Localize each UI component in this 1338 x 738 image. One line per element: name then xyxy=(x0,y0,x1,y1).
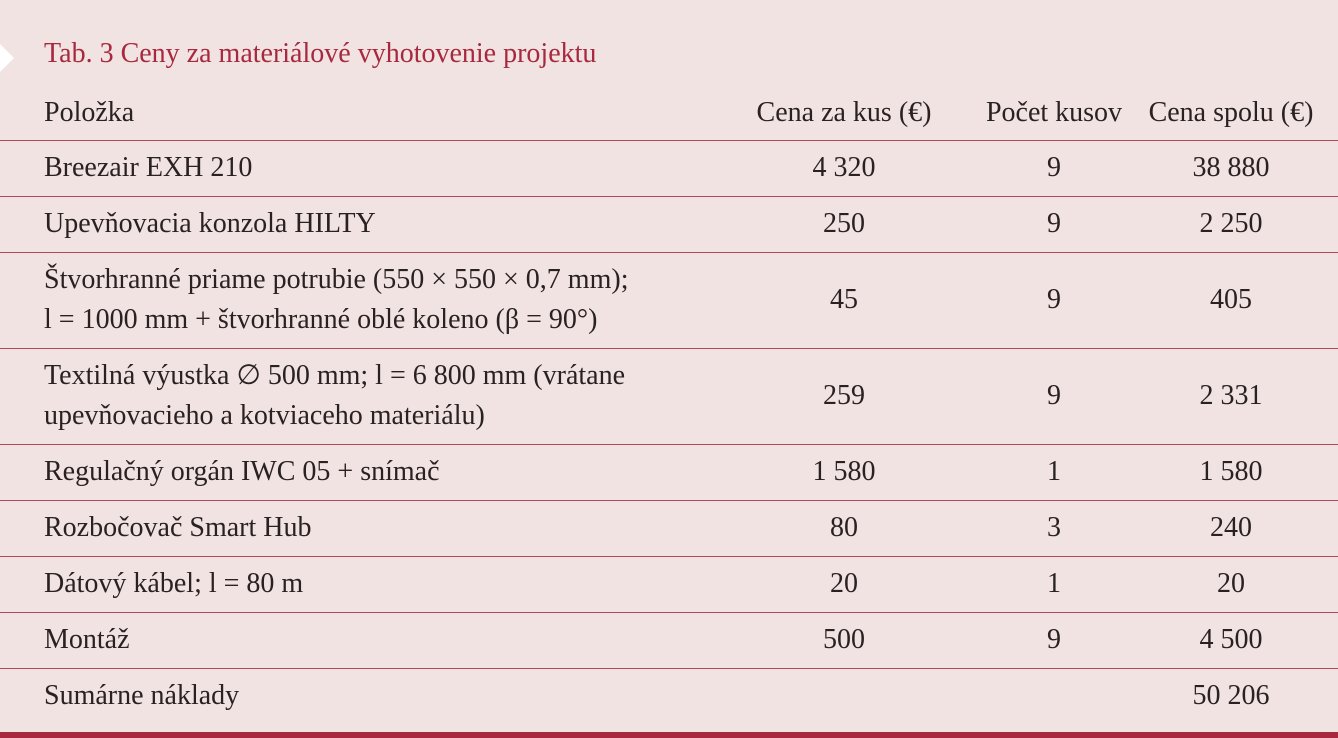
cell-total: 38 880 xyxy=(1192,152,1270,183)
cell-item: Rozbočovač Smart Hub xyxy=(44,512,312,543)
table-row xyxy=(0,500,1338,556)
cell-quantity: 9 xyxy=(1047,208,1061,239)
cell-empty xyxy=(704,668,984,724)
table-row xyxy=(0,196,1338,252)
cell-item xyxy=(0,348,704,444)
table-header-row xyxy=(0,86,1338,140)
price-table xyxy=(0,86,1338,724)
header-total: Cena spolu (€) xyxy=(1148,96,1314,128)
cell-item: Dátový kábel; l = 80 m xyxy=(44,568,304,599)
cell-quantity: 9 xyxy=(1047,380,1061,411)
cell-item-line: upevňovacieho a kotviaceho materiálu) xyxy=(44,400,485,431)
cell-empty xyxy=(984,668,1124,724)
cell-item: Regulačný orgán IWC 05 + snímač xyxy=(44,456,440,487)
table-row xyxy=(0,252,1338,348)
cell-unit-price: 45 xyxy=(830,284,858,315)
cell-unit-price: 20 xyxy=(830,568,858,599)
cell-unit-price: 259 xyxy=(823,380,865,411)
cell-total: 4 500 xyxy=(1199,624,1263,655)
summary-total: 50 206 xyxy=(1192,680,1270,712)
cell-quantity: 9 xyxy=(1047,624,1061,655)
table-row xyxy=(0,140,1338,196)
header-item: Položka xyxy=(44,96,135,128)
cell-unit-price: 80 xyxy=(830,512,858,543)
table-row xyxy=(0,444,1338,500)
table-row xyxy=(0,556,1338,612)
cell-total: 1 580 xyxy=(1199,456,1263,487)
cell-unit-price: 1 580 xyxy=(812,456,876,487)
cell-quantity: 9 xyxy=(1047,284,1061,315)
summary-label: Sumárne náklady xyxy=(44,680,240,712)
cell-quantity: 1 xyxy=(1047,568,1061,599)
cell-unit-price: 4 320 xyxy=(812,152,876,183)
caption-marker xyxy=(0,44,14,72)
cell-item: Montáž xyxy=(44,624,130,655)
table-row xyxy=(0,348,1338,444)
cell-total: 20 xyxy=(1217,568,1245,599)
cell-item xyxy=(0,252,704,348)
cell-quantity: 1 xyxy=(1047,456,1061,487)
cell-total: 2 331 xyxy=(1199,380,1263,411)
cell-unit-price: 500 xyxy=(823,624,865,655)
cell-item: Upevňovacia konzola HILTY xyxy=(44,208,376,239)
table-row xyxy=(0,612,1338,668)
summary-row xyxy=(0,668,1338,724)
cell-total: 240 xyxy=(1210,512,1252,543)
header-quantity: Počet kusov xyxy=(985,96,1123,128)
cell-total: 2 250 xyxy=(1199,208,1263,239)
cell-item-line: Textilná výustka ∅ 500 mm; l = 6 800 mm (vrátane xyxy=(44,360,626,391)
cell-item: Breezair EXH 210 xyxy=(44,152,253,183)
cell-quantity: 9 xyxy=(1047,152,1061,183)
header-unit-price: Cena za kus (€) xyxy=(756,96,932,128)
cell-total: 405 xyxy=(1210,284,1252,315)
cell-item-line: Štvorhranné priame potrubie (550 × 550 × 0,7 mm); xyxy=(44,264,629,295)
bottom-accent-bar xyxy=(0,732,1338,738)
cell-item-line: l = 1000 mm + štvorhranné oblé koleno (β = 90°) xyxy=(44,304,598,335)
cell-unit-price: 250 xyxy=(823,208,865,239)
cell-quantity: 3 xyxy=(1047,512,1061,543)
table-caption: Tab. 3 Ceny za materiálové vyhotovenie projektu xyxy=(44,38,597,69)
